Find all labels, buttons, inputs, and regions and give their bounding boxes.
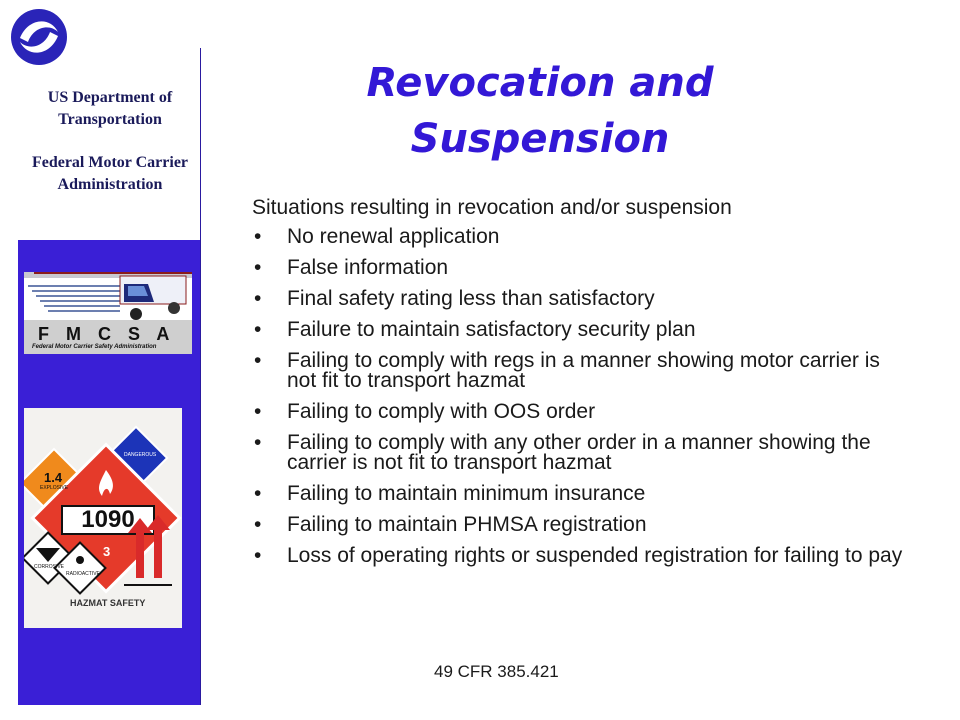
hazmat-placards-icon xyxy=(24,408,182,628)
bullet-text: Failing to maintain minimum insurance xyxy=(287,482,646,505)
bullet-marker: • xyxy=(254,544,262,567)
bullet-text: Loss of operating rights or suspended registration for failing to pay xyxy=(287,544,903,567)
bullet-item xyxy=(252,484,912,504)
bullet-marker: • xyxy=(254,349,262,372)
agency-name-fmca: Federal Motor Carrier Administration xyxy=(31,154,189,193)
bullet-text: No renewal application xyxy=(287,225,500,248)
bullet-item xyxy=(252,515,912,535)
placard-radioactive-label: RADIOACTIVE xyxy=(66,571,100,577)
bullet-text: Failing to maintain PHMSA registration xyxy=(287,513,647,536)
bullet-item xyxy=(252,289,912,309)
placard-explosive-label: EXPLOSIVE xyxy=(40,485,69,491)
slide-title: Revocation and Suspension xyxy=(366,60,714,162)
bullet-item xyxy=(252,227,912,247)
hazmat-caption: HAZMAT SAFETY xyxy=(70,598,146,608)
bullet-item xyxy=(252,320,912,340)
bullet-text: Final safety rating less than satisfactory xyxy=(287,287,655,310)
bullet-marker: • xyxy=(254,400,262,423)
dot-logo-icon xyxy=(10,8,68,66)
placard-class-number: 1.4 xyxy=(44,470,63,485)
placard-class-3: 3 xyxy=(103,544,111,559)
bullet-marker: • xyxy=(254,256,262,279)
bullet-marker: • xyxy=(254,225,262,248)
un-number: 1090 xyxy=(81,506,135,533)
bullet-text: False information xyxy=(287,256,449,279)
bullet-text: Failing to comply with OOS order xyxy=(287,400,596,423)
fmcsa-caption: Federal Motor Carrier Safety Administration xyxy=(32,344,157,350)
fmcsa-letters: F M C S A xyxy=(38,324,176,344)
bullet-item xyxy=(252,433,912,473)
placard-dangerous-label: DANGEROUS xyxy=(124,452,157,458)
bullet-marker: • xyxy=(254,287,262,310)
bullet-list xyxy=(252,227,912,577)
bullet-marker: • xyxy=(254,482,262,505)
fmcsa-truck-logo-icon xyxy=(24,272,192,354)
sidebar-divider xyxy=(200,48,201,705)
bullet-marker: • xyxy=(254,513,262,536)
bullet-text: Failing to comply with regs in a manner showing motor carrier is not fit to transport hazmat xyxy=(287,349,880,392)
bullet-item xyxy=(252,546,912,566)
bullet-item xyxy=(252,402,912,422)
placard-corrosive-label: CORROSIVE xyxy=(34,564,65,570)
bullet-item xyxy=(252,258,912,278)
agency-name-dot: US Department of Transportation xyxy=(47,89,173,128)
regulation-citation: 49 CFR 385.421 xyxy=(434,662,559,681)
bullet-text: Failing to comply with any other order in a manner showing the carrier is not fit to transport hazmat xyxy=(287,431,871,474)
bullet-text: Failure to maintain satisfactory security plan xyxy=(287,318,696,341)
bullet-marker: • xyxy=(254,318,262,341)
intro-text: Situations resulting in revocation and/or suspension xyxy=(252,196,732,219)
bullet-marker: • xyxy=(254,431,262,454)
bullet-item xyxy=(252,351,912,391)
